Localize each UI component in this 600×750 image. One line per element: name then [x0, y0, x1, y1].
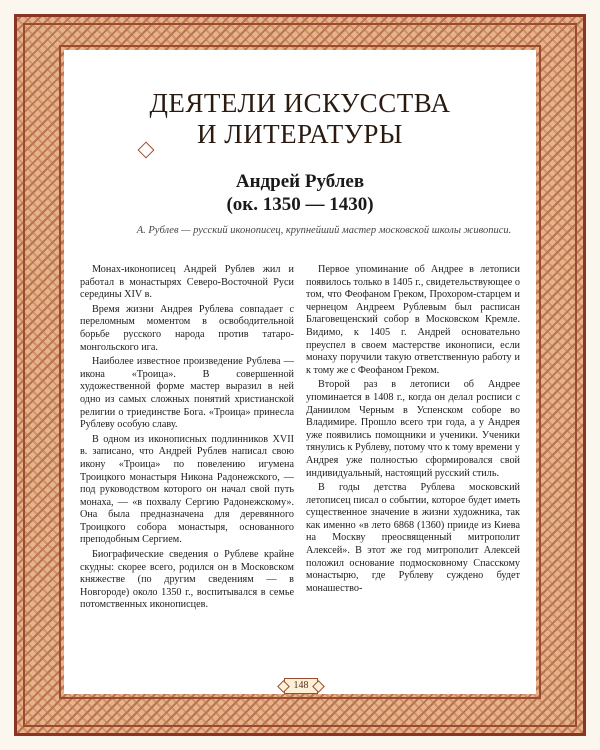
- paragraph: Наиболее известное произведение Рублева — икона «Троица». В совершенной художественной форме мастер выразил в ней одно из самых сложных понятий христианской религии о триединстве Бога. «Троица» принесла Рублеву особую славу.: [80, 356, 294, 431]
- text-column-right: [306, 264, 520, 597]
- paragraph: Первое упоминание об Андрее в летописи появилось только в 1405 г., свидетельствующее о том, что Феофаном Греком, Прохором-старцем и чернецом Андреем Рублевым был расписан Благовещенский собор в Московском Кремле. Видимо, к 1405 г. Андрей основательно преуспел в своем мастерстве иконописи, если монаху поручили такую ответственную работу и к тому же с Феофаном Греком.: [306, 264, 520, 376]
- section-title-line-2: И ЛИТЕРАТУРЫ: [197, 119, 403, 149]
- person-name: Андрей Рублев: [235, 171, 365, 192]
- paragraph: Биографические сведения о Рублеве крайне скудны: скорее всего, родился он в Московском княжестве (по другим сведениям — в Новгороде) около 1350 г., воспитывался в семье потомственных иконописцев.: [80, 549, 294, 611]
- paragraph: В одном из иконописных подлинников XVII в. записано, что Андрей Рублев написал свою икону «Троица» по повелению игумена Троицкого монастыря Никона Радонежского, — под руководством которого он начал свой путь монаха, — «в похвалу Сергию Радонежскому». Она была предназначена для деревянного Троицкого собора монастыря, основанного преподобным Сергием.: [80, 433, 294, 546]
- intro-text: А. Рублев — русский иконописец, крупнейший мастер московской школы живописи.: [136, 225, 512, 236]
- section-title-line-1: ДЕЯТЕЛИ ИСКУССТВА: [149, 88, 451, 118]
- person-years: (ок. 1350 — 1430): [226, 194, 374, 215]
- page-number: 148: [284, 678, 318, 694]
- text-column-left: [80, 264, 294, 614]
- page-content: [64, 50, 536, 694]
- paragraph: Время жизни Андрея Рублева совпадает с переломным моментом в освободительной борьбе русского народа против татаро-монгольского ига.: [80, 303, 294, 353]
- article-title: [64, 170, 536, 216]
- paragraph: В годы детства Рублева московский летописец писал о событии, которое будет иметь существенное значение в жизни художника, так как именно «в лето 6868 (1360) прииде из Киева на Москву преосвященный митрополит Алексей». В этот же год митрополит Алексей положил основание подмосковному Спасскому монастырю, где Рублеву суждено будет монашество-: [306, 482, 520, 594]
- paragraph: Монах-иконописец Андрей Рублев жил и работал в монастырях Северо-Восточной Руси середины XIV в.: [80, 264, 294, 301]
- paragraph: Второй раз в летописи об Андрее упоминается в 1408 г., когда он делал росписи с Даниилом Черным в Успенском соборе во Владимире. Прошло всего три года, а у Андрея уже появились помощники и ученики. Ученики тянулись к Рублеву, потому что к тому времени у Андрея уже полностью сформировался свой индивидуальный, настоящий русский стиль.: [306, 379, 520, 479]
- section-title: [64, 88, 536, 150]
